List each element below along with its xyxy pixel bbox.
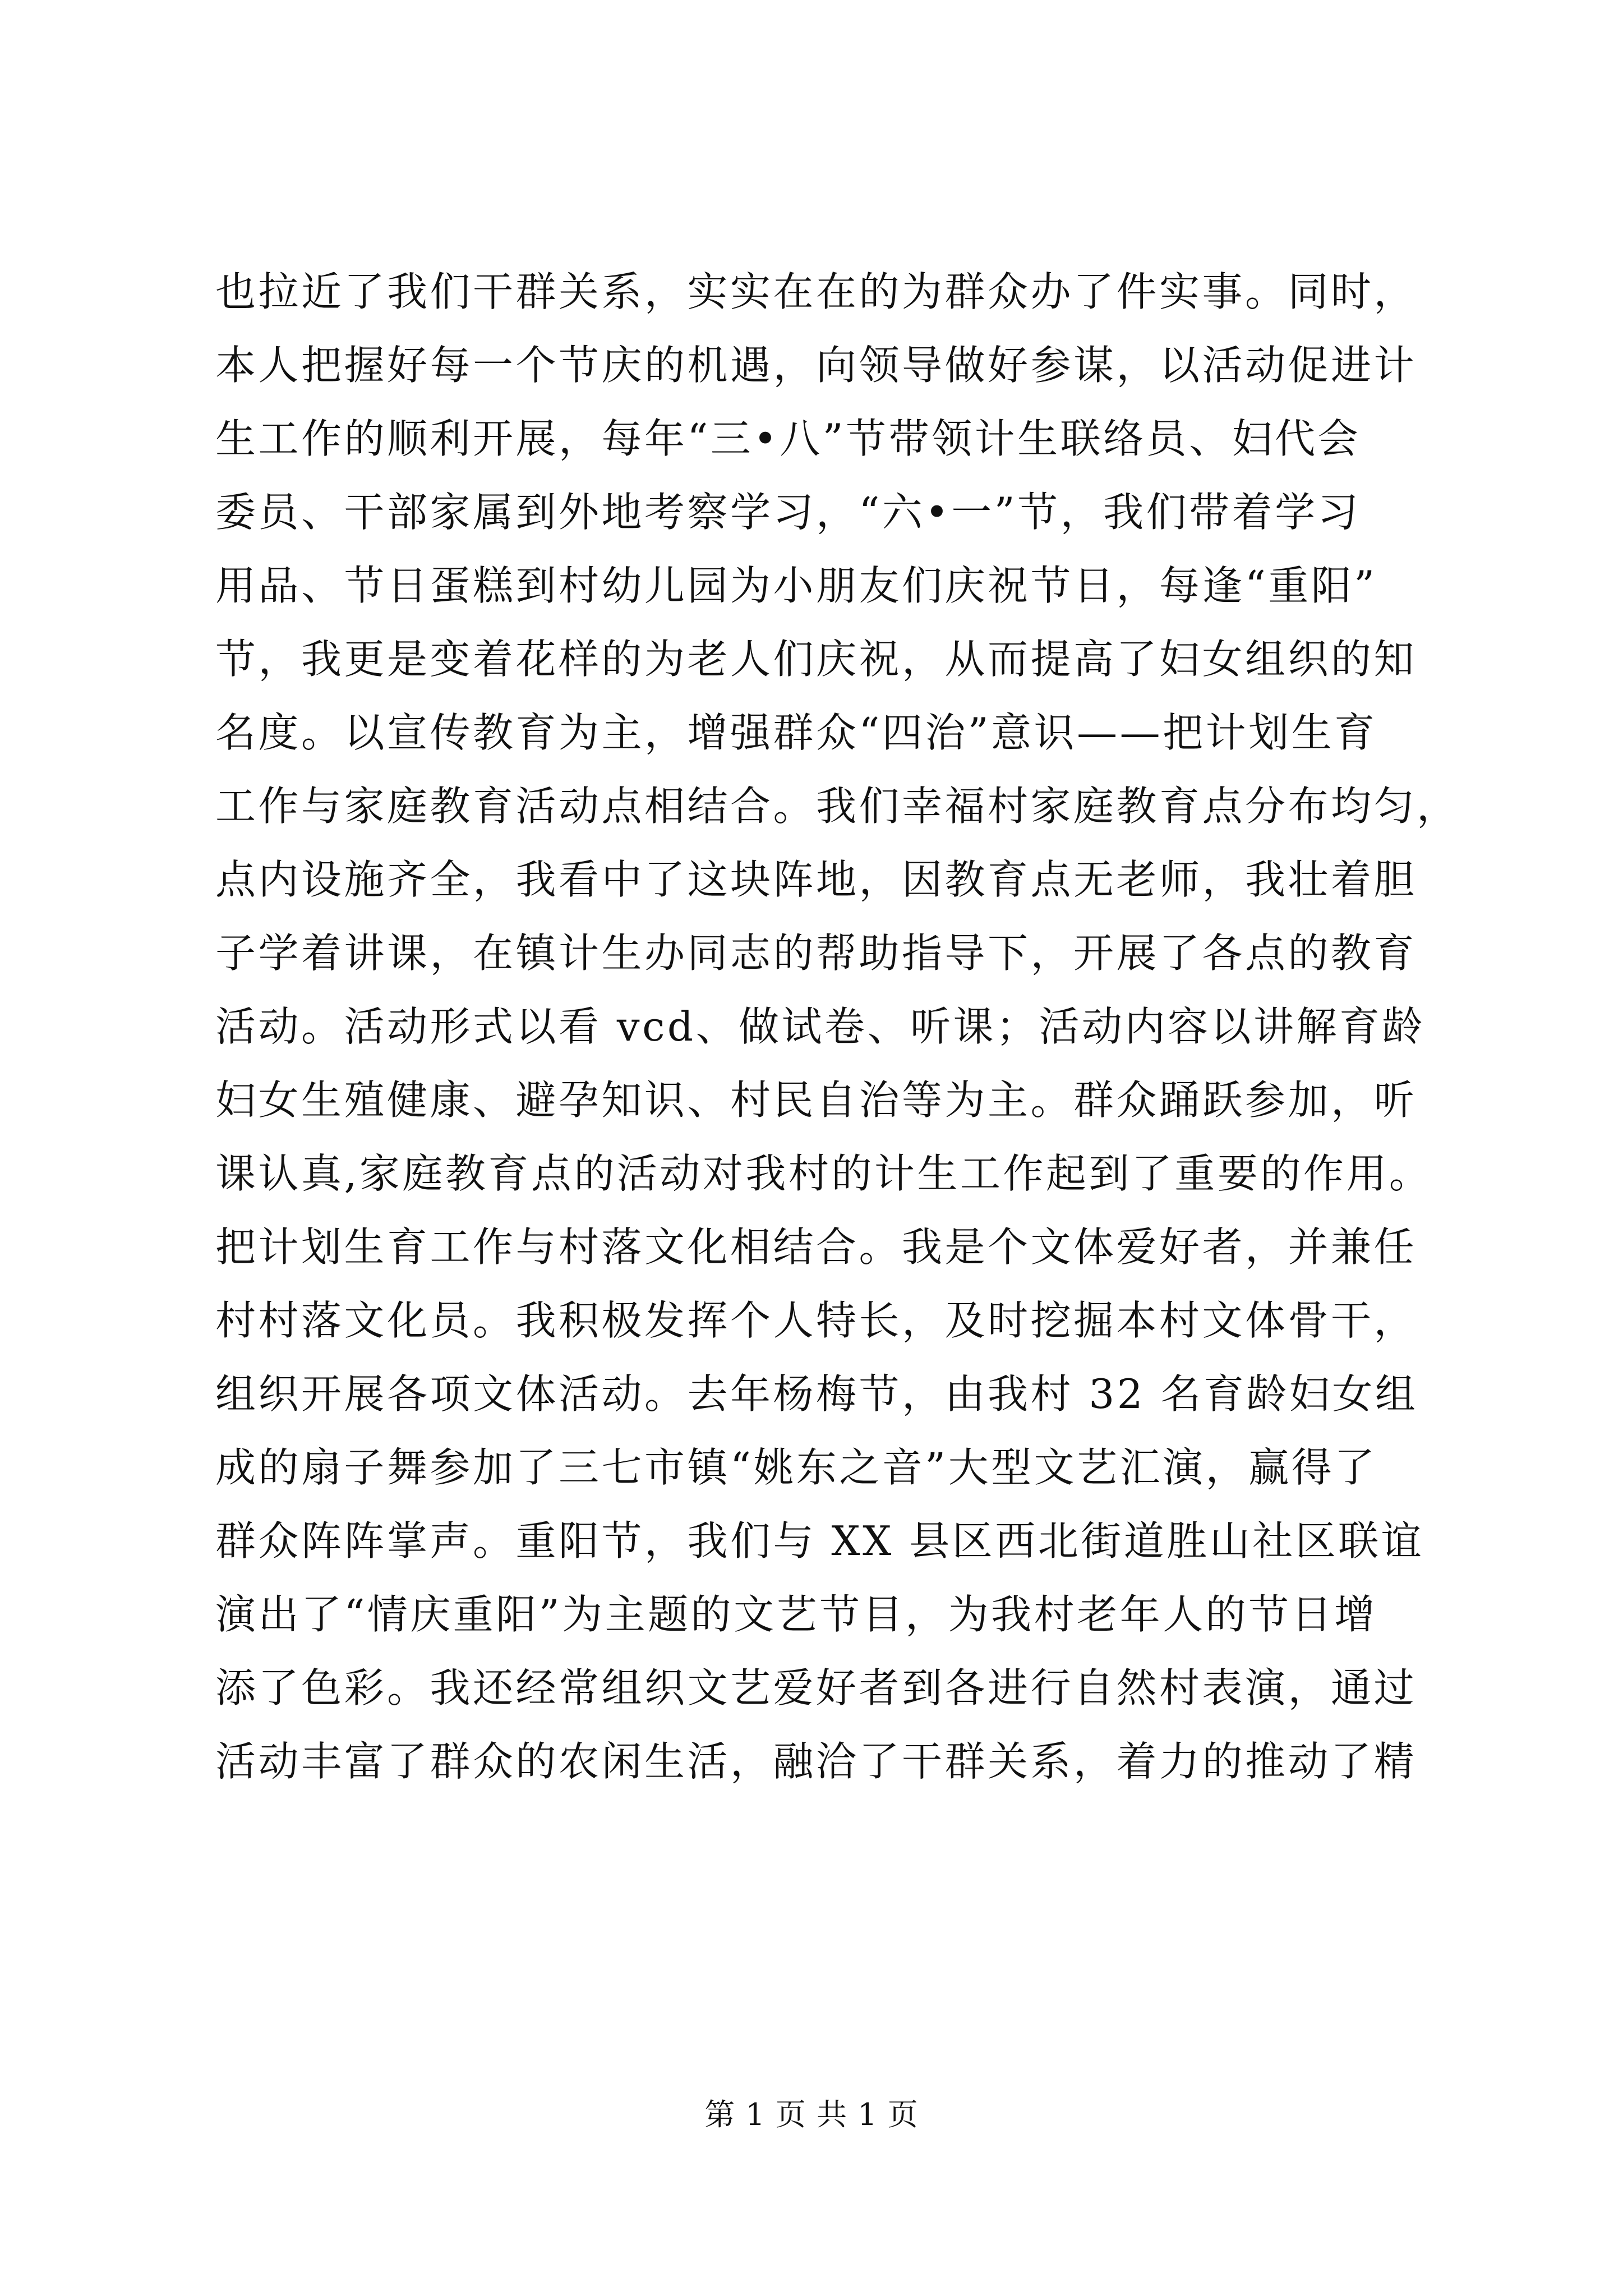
text-line: 添了色彩。我还经常组织文艺爱好者到各进行自然村表演，通过 xyxy=(215,1664,1417,1711)
text-line: 成的扇子舞参加了三七市镇“姚东之音”大型文艺汇演，赢得了 xyxy=(215,1444,1377,1491)
text-line: 也拉近了我们干群关系，实实在在的为群众办了件实事。同时， xyxy=(215,268,1417,315)
text-line: 演出了“情庆重阳”为主题的文艺节目，为我村老年人的节日增 xyxy=(215,1591,1377,1638)
text-line: 活动丰富了群众的农闲生活，融洽了干群关系，着力的推动了精 xyxy=(215,1738,1417,1785)
text-line: 点内设施齐全，我看中了这块阵地，因教育点无老师，我壮着胆 xyxy=(215,856,1417,903)
text-line: 村村落文化员。我积极发挥个人特长，及时挖掘本村文体骨干， xyxy=(215,1297,1417,1344)
text-line: 群众阵阵掌声。重阳节，我们与 XX 县区西北街道胜山社区联谊 xyxy=(215,1517,1424,1565)
text-line: 课认真,家庭教育点的活动对我村的计生工作起到了重要的作用。 xyxy=(215,1150,1432,1197)
text-line: 本人把握好每一个节庆的机遇，向领导做好参谋，以活动促进计 xyxy=(215,342,1417,389)
text-line: 委员、干部家属到外地考察学习，“六•一”节，我们带着学习 xyxy=(215,489,1361,536)
text-line: 子学着讲课，在镇计生办同志的帮助指导下，开展了各点的教育 xyxy=(215,930,1417,977)
text-line: 名度。以宣传教育为主，增强群众“四治”意识——把计划生育 xyxy=(215,709,1377,756)
page-number-label: 第 1 页 共 1 页 xyxy=(704,2097,919,2132)
page-footer xyxy=(0,2092,1623,2137)
text-line: 节，我更是变着花样的为老人们庆祝，从而提高了妇女组织的知 xyxy=(215,636,1417,683)
text-line: 妇女生殖健康、避孕知识、村民自治等为主。群众踊跃参加，听 xyxy=(215,1076,1417,1124)
text-line: 活动。活动形式以看 vcd、做试卷、听课；活动内容以讲解育龄 xyxy=(215,1003,1425,1050)
text-line: 生工作的顺利开展，每年“三•八”节带领计生联络员、妇代会 xyxy=(215,415,1361,462)
text-line: 用品、节日蛋糕到村幼儿园为小朋友们庆祝节日，每逢“重阳” xyxy=(215,562,1377,609)
text-line: 组织开展各项文体活动。去年杨梅节，由我村 32 名育龄妇女组 xyxy=(215,1370,1418,1418)
body-text xyxy=(215,255,1460,1798)
text-line: 把计划生育工作与村落文化相结合。我是个文体爱好者，并兼任 xyxy=(215,1223,1417,1271)
text-line: 工作与家庭教育活动点相结合。我们幸福村家庭教育点分布均匀， xyxy=(215,783,1460,830)
